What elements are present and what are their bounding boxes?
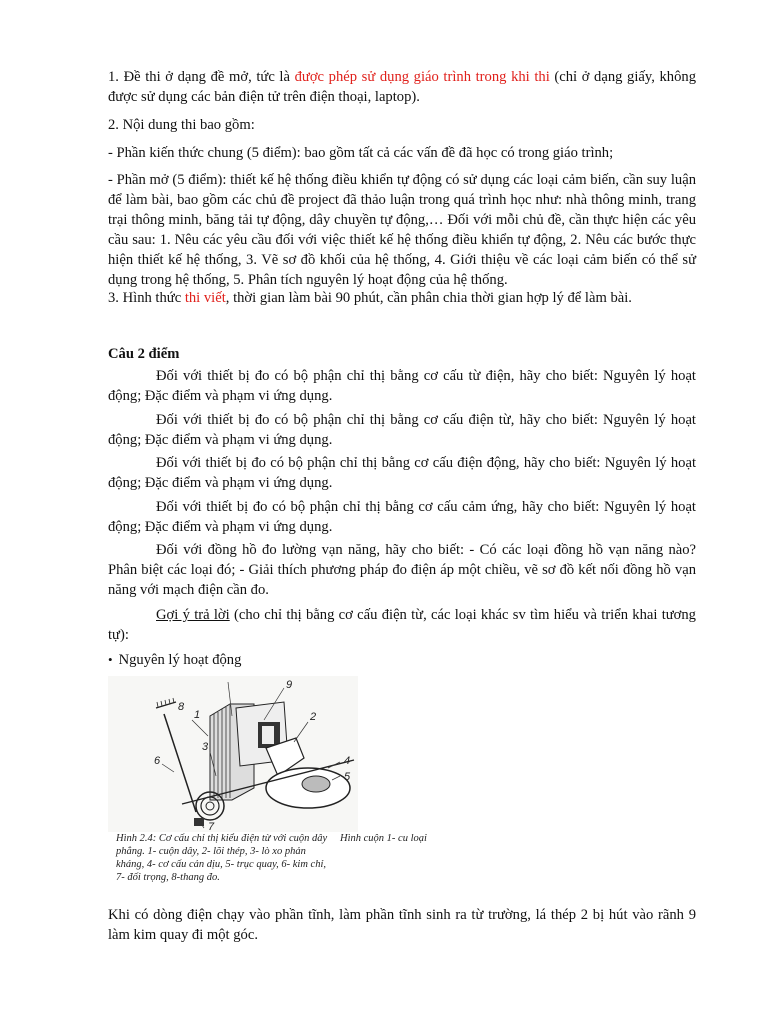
highlighted-text: thi viết [184,290,226,306]
label-2: 2 [310,711,317,723]
figure-caption-cut: Hình cuộn 1- cu loại [340,833,427,844]
label-1: 1 [194,709,201,721]
text: , thời gian làm bài 90 phút, cần phân chia thời gian hợp lý để làm bài. [225,290,632,306]
text: 1. Đề thi ở dạng đề mở, tức là [108,69,295,85]
paragraph-open-part: - Phần mở (5 điểm): thiết kế hệ thống điều khiển tự động có sử dụng các loại cảm biến, cần suy luận để làm bài, bao gồm các chủ đề project đã thảo luận trong quá trình học như: nhà thông minh, trang trại thông minh, băng tải tự động, dây chuyền tự động,… Đối với mỗi chủ đề, cần thực hiện các yêu cầu sau: 1. Nêu các yêu cầu đối với việc thiết kế hệ thống điều khiển tự động, 2. Nêu các bước thực hiện thiết kế hệ thống, 3. Vẽ sơ đồ khối của hệ thống, 4. Giới thiệu về các loại cảm biến có thể sử dụng trong hệ thống, 5. Phân tích nguyên lý hoạt động của hệ thống. [108,172,696,288]
hint-paragraph [108,605,696,645]
question-2: Đối với thiết bị đo có bộ phận chỉ thị bằng cơ cấu điện từ, hãy cho biết: Nguyên lý hoạt động; Đặc điểm và phạm vi ứng dụng. [108,412,696,448]
paragraph-conclusion: Khi có dòng điện chạy vào phần tĩnh, làm phần tĩnh sinh ra từ trường, lá thép 2 bị hút vào rãnh 9 làm kim quay đi một góc. [108,907,696,943]
bullet-text: Nguyên lý hoạt động [118,652,242,668]
question-4: Đối với thiết bị đo có bộ phận chỉ thị bằng cơ cấu cảm ứng, hãy cho biết: Nguyên lý hoạt động; Đặc điểm và phạm vi ứng dụng. [108,499,696,535]
text: 3. Hình thức [108,290,185,306]
mechanism-illustration [108,676,358,832]
highlighted-text: được phép sử dụng giáo trình trong khi thi [294,69,550,85]
paragraph-general-knowledge: - Phần kiến thức chung (5 điểm): bao gồm tất cả các vấn đề đã học có trong giáo trình; [108,145,614,161]
question-1: Đối với thiết bị đo có bộ phận chỉ thị bằng cơ cấu từ điện, hãy cho biết: Nguyên lý hoạt động; Đặc điểm và phạm vi ứng dụng. [108,368,696,404]
label-4: 4 [344,755,351,767]
section-heading: Câu 2 điểm [108,346,180,362]
question-3: Đối với thiết bị đo có bộ phận chỉ thị bằng cơ cấu điện động, hãy cho biết: Nguyên lý hoạt động; Đặc điểm và phạm vi ứng dụng. [108,455,696,491]
label-3: 3 [202,741,209,753]
label-8: 8 [178,701,185,713]
paragraph-exam-format [108,67,696,107]
paragraph-content-intro: 2. Nội dung thi bao gồm: [108,117,255,133]
label-7: 7 [208,821,215,833]
paragraph-exam-form [108,288,696,308]
bullet-icon: • [108,652,113,667]
hint-label: Gợi ý trả lời [156,607,230,623]
text: (chỉ ở dạng giấy, không được sử dụng các bản điện tử trên điện thoại, laptop). [108,69,696,105]
figure-electromagnetic-mechanism [108,676,427,904]
label-9: 9 [286,679,293,691]
question-5: Đối với đồng hồ đo lường vạn năng, hãy cho biết: - Có các loại đồng hồ vạn năng nào? Phân biệt các loại đó; - Giải thích phương pháp đo điện áp một chiều, vẽ sơ đồ kết nối đồng hồ vạn năng với mạch điện cần đo. [108,542,696,598]
bullet-item [108,650,696,670]
figure-caption: Hình 2.4: Cơ cấu chỉ thị kiểu điện từ với cuộn dây phẳng. 1- cuộn dây, 2- lõi thép, 3- lò xo phản kháng, 4- cơ cấu cản dịu, 5- trục quay, 6- kim chỉ, 7- đối trọng, 8-thang đo. [116,833,328,883]
hint-text: (cho chỉ thị bằng cơ cấu điện từ, các loại khác sv tìm hiểu và triển khai tương tự): [108,607,696,643]
label-5: 5 [344,771,351,783]
label-6: 6 [154,755,161,767]
